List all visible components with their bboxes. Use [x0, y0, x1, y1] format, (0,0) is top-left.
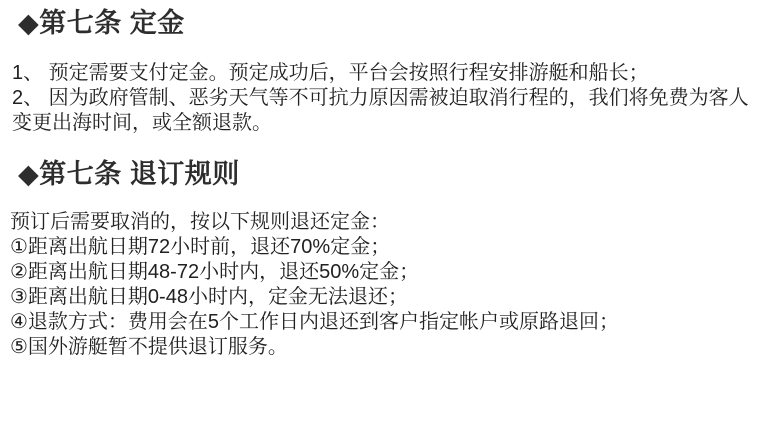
refund-rules-list — [10, 210, 764, 360]
refund-rule-item: ③距离出航日期0-48小时内，定金无法退还； — [10, 286, 408, 308]
refund-rule-item: ①距离出航日期72小时前，退还70%定金； — [10, 236, 391, 258]
refund-rule-item: ④退款方式：费用会在5个工作日内退还到客户指定帐户或原路退回； — [10, 311, 620, 333]
refund-rules-intro: 预订后需要取消的，按以下规则退还定金： — [10, 211, 390, 233]
deposit-section-heading: ◆第七条 定金 — [18, 8, 185, 38]
refund-rule-item: ⑤国外游艇暂不提供退订服务。 — [10, 336, 288, 358]
refund-rule-item: ②距离出航日期48-72小时内，退还50%定金； — [10, 261, 420, 283]
deposit-term-line: 1、 预定需要支付定金。预定成功后，平台会按照行程安排游艇和船长； — [12, 62, 649, 84]
deposit-terms-paragraph — [12, 61, 764, 136]
deposit-term-line: 2、 因为政府管制、恶劣天气等不可抗力原因需被迫取消行程的，我们将免费为客人 — [12, 87, 749, 109]
refund-section-heading: ◆第七条 退订规则 — [18, 159, 240, 189]
deposit-term-line: 变更出海时间，或全额退款。 — [12, 112, 272, 134]
